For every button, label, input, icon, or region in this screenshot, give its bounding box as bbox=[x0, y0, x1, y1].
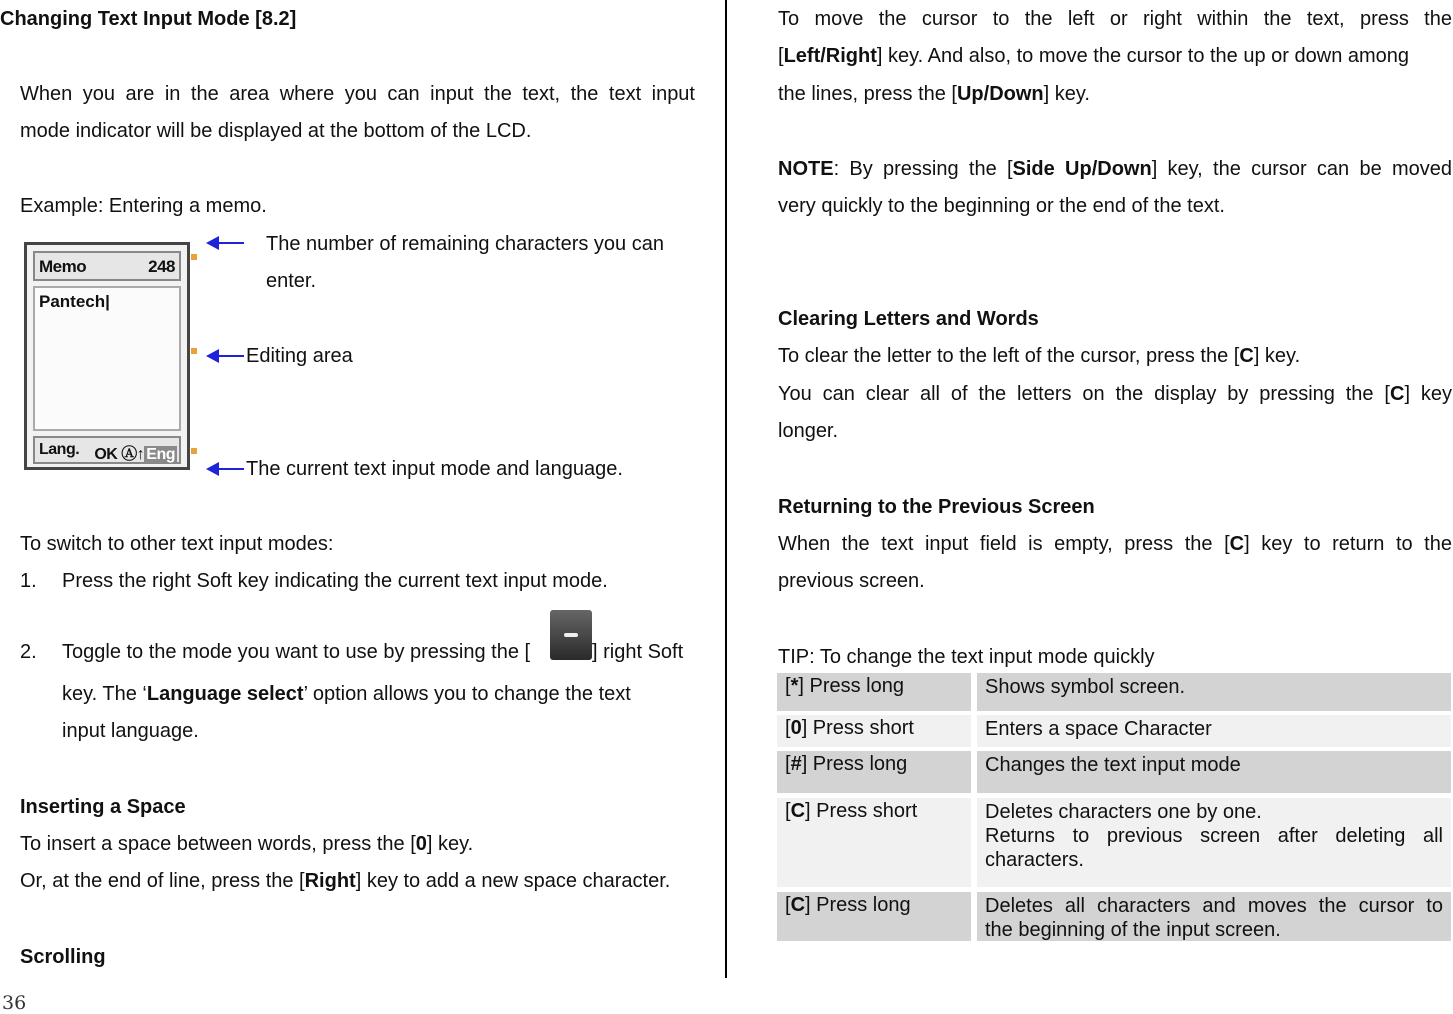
scroll-line-2: [Left/Right] key. And also, to move the cursor to the up or down among bbox=[778, 45, 1410, 67]
tip-desc-cell: Deletes all characters and moves the cursor to the beginning of the input screen. bbox=[977, 892, 1451, 941]
clear-2b: ] key bbox=[1404, 383, 1452, 405]
phone-footer-lang: Lang. bbox=[39, 441, 80, 458]
return-1a: When the text input field is empty, press the [ bbox=[778, 533, 1230, 555]
table-row bbox=[777, 751, 1451, 793]
return-key: C bbox=[1229, 533, 1245, 555]
scroll-3-key: Up/Down bbox=[956, 83, 1044, 105]
return-1b: ] key to return to the bbox=[1244, 533, 1452, 555]
space-1a: To insert a space between words, press the [ bbox=[20, 833, 416, 855]
tip-desc-cell: Changes the text input mode bbox=[977, 751, 1451, 793]
phone-char-count: 248 bbox=[148, 257, 175, 276]
space-2b: ] key to add a new space character. bbox=[355, 870, 671, 892]
tip-desc-cell: Shows symbol screen. bbox=[977, 673, 1451, 711]
tip-desc-cell: Deletes characters one by one. Returns to previous screen after deleting all characters. bbox=[977, 798, 1451, 887]
clear-line-3: longer. bbox=[778, 420, 839, 442]
clear-2-key: C bbox=[1389, 383, 1405, 405]
scroll-2-key: Left/Right bbox=[783, 45, 877, 67]
clear-1b: ] key. bbox=[1253, 345, 1301, 367]
switch-intro: To switch to other text input modes: bbox=[20, 533, 334, 555]
phone-header bbox=[33, 251, 181, 281]
note-key: Side Up/Down bbox=[1012, 158, 1152, 180]
return-heading: Returning to the Previous Screen bbox=[778, 496, 1095, 518]
note-line-1 bbox=[778, 158, 1452, 181]
phone-header-title: Memo bbox=[39, 257, 87, 276]
right-soft-key-icon bbox=[550, 610, 592, 660]
phone-screen-illustration bbox=[24, 242, 190, 470]
intro-line-2: mode indicator will be displayed at the bottom of the LCD. bbox=[20, 120, 532, 142]
step-2-line-2 bbox=[62, 683, 631, 706]
scroll-line-3 bbox=[778, 83, 1090, 106]
step-1-text: Press the right Soft key indicating the current text input mode. bbox=[62, 570, 608, 592]
note-b: ] key, the cursor can be moved bbox=[1151, 158, 1453, 180]
space-2-key: Right bbox=[304, 870, 356, 892]
scroll-3b: ] key. bbox=[1043, 83, 1090, 105]
step-2-num: 2. bbox=[20, 641, 37, 663]
space-1b: ] key. bbox=[426, 833, 474, 855]
note-label: NOTE bbox=[778, 158, 834, 180]
marker-dot bbox=[191, 448, 197, 454]
step-2-bold: Language select bbox=[146, 683, 304, 705]
table-row bbox=[777, 892, 1451, 941]
clear-line-2 bbox=[778, 383, 1452, 406]
tip-title: TIP: To change the text input mode quickly bbox=[778, 646, 1155, 668]
annotation-remaining-1: The number of remaining characters you can bbox=[266, 233, 664, 255]
return-line-1 bbox=[778, 533, 1452, 556]
step-2-text-b: ] right Soft bbox=[592, 641, 684, 663]
step-2-text-d: ’ option allows you to change the text bbox=[303, 683, 631, 705]
arrow-left-icon bbox=[218, 468, 244, 470]
step-2-text-e: input language. bbox=[62, 720, 199, 742]
return-line-2: previous screen. bbox=[778, 570, 925, 592]
clear-key: C bbox=[1239, 345, 1254, 367]
clear-line-1 bbox=[778, 345, 1300, 368]
space-line-1 bbox=[20, 833, 473, 856]
column-divider bbox=[725, 0, 727, 978]
arrow-left-icon bbox=[218, 355, 244, 357]
table-row bbox=[777, 715, 1451, 747]
step-1-num: 1. bbox=[20, 570, 37, 592]
phone-editing-area bbox=[33, 286, 181, 431]
space-1-key: 0 bbox=[415, 833, 427, 855]
scroll-2-rest: ] key. And also, to move the cursor to the up or down among bbox=[876, 45, 1410, 67]
phone-mode-icon: Ⓐ↑ bbox=[121, 446, 145, 463]
scrolling-heading: Scrolling bbox=[20, 946, 106, 968]
tip-desc-cell: Enters a space Character bbox=[977, 715, 1451, 747]
tip-key-cell: [0] Press short bbox=[777, 715, 971, 747]
step-2-text-a: Toggle to the mode you want to use by pressing the [ bbox=[62, 641, 531, 663]
phone-footer-right bbox=[94, 441, 177, 464]
space-heading: Inserting a Space bbox=[20, 796, 186, 818]
tip-key-cell: [C] Press long bbox=[777, 892, 971, 941]
intro-line-1: When you are in the area where you can input the text, the text input bbox=[20, 83, 695, 105]
marker-dot bbox=[191, 348, 197, 354]
phone-lang-chip: Eng bbox=[146, 446, 175, 463]
tip-key-cell: [#] Press long bbox=[777, 751, 971, 793]
scroll-line-1: To move the cursor to the left or right within the text, press the bbox=[778, 8, 1452, 30]
phone-edit-text: Pantech| bbox=[39, 292, 110, 311]
tip-key-cell: [*] Press long bbox=[777, 673, 971, 711]
phone-footer bbox=[33, 436, 181, 464]
example-label: Example: Entering a memo. bbox=[20, 195, 267, 217]
clear-1a: To clear the letter to the left of the cursor, press the [ bbox=[778, 345, 1240, 367]
note-line-2: very quickly to the beginning or the end of the text. bbox=[778, 195, 1225, 217]
clear-heading: Clearing Letters and Words bbox=[778, 308, 1039, 330]
space-line-2 bbox=[20, 870, 670, 893]
clear-2a: You can clear all of the letters on the display by pressing the [ bbox=[778, 383, 1390, 405]
step-2-text-c: key. The ‘ bbox=[62, 683, 147, 705]
arrow-left-icon bbox=[218, 242, 244, 244]
table-row bbox=[777, 798, 1451, 887]
annotation-editing: Editing area bbox=[246, 345, 353, 367]
table-row bbox=[777, 673, 1451, 711]
tip-key-cell: [C] Press short bbox=[777, 798, 971, 887]
space-2a: Or, at the end of line, press the [ bbox=[20, 870, 305, 892]
note-a: : By pressing the [ bbox=[833, 158, 1013, 180]
marker-dot bbox=[191, 254, 197, 260]
scroll-3a: the lines, press the [ bbox=[778, 83, 957, 105]
section-title: Changing Text Input Mode [8.2] bbox=[0, 8, 297, 30]
annotation-current-mode: The current text input mode and language. bbox=[246, 458, 623, 480]
phone-footer-ok: OK bbox=[94, 446, 118, 463]
annotation-remaining-2: enter. bbox=[266, 270, 317, 292]
page-number: 36 bbox=[2, 992, 27, 1014]
